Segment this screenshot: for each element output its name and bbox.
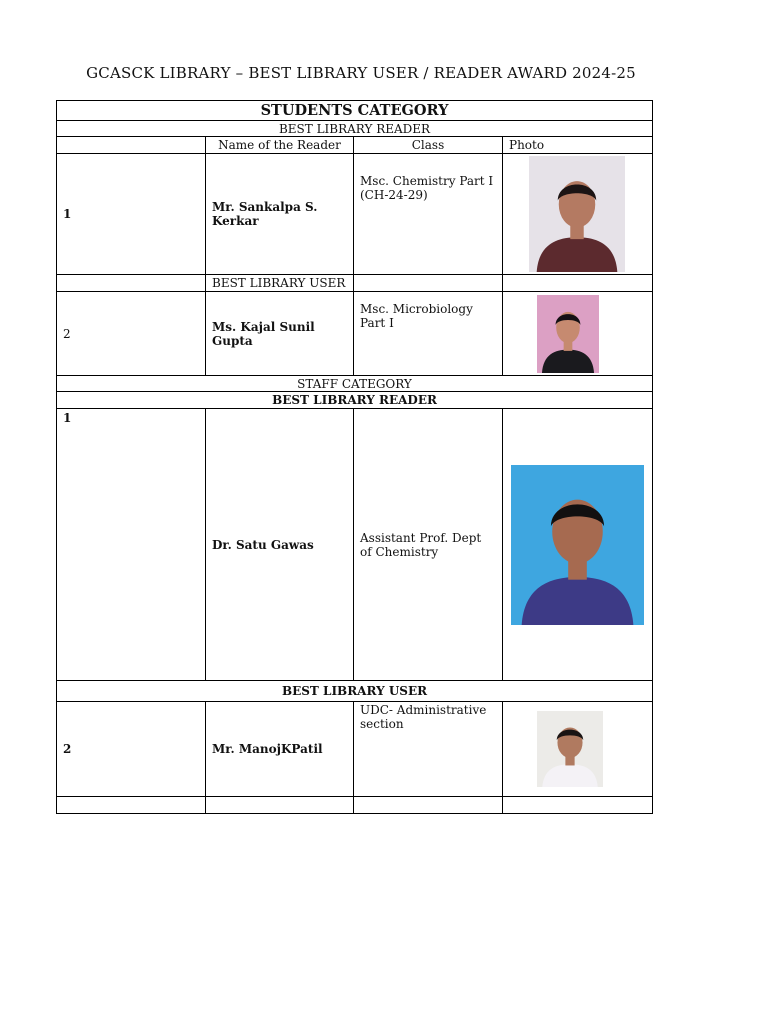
staff-reader-heading-row [57, 392, 653, 409]
award-table [56, 100, 653, 814]
student-reader-row [57, 154, 653, 275]
staff-category-heading: STAFF CATEGORY [57, 376, 653, 392]
person-photo-icon [529, 156, 625, 272]
empty-cell [354, 275, 503, 292]
student-reader-number: 1 [57, 154, 206, 275]
column-header-name: Name of the Reader [206, 137, 354, 154]
empty-cell [354, 797, 503, 814]
person-photo-icon [537, 711, 603, 787]
column-header-row [57, 137, 653, 154]
students-reader-heading-row [57, 121, 653, 137]
staff-reader-name: Dr. Satu Gawas [206, 409, 354, 681]
staff-user-name: Mr. ManojKPatil [206, 702, 354, 797]
student-reader-class: Msc. Chemistry Part I (CH-24-29) [354, 154, 503, 275]
staff-reader-class: Assistant Prof. Dept of Chemistry [354, 409, 503, 681]
student-reader-name: Mr. Sankalpa S. Kerkar [206, 154, 354, 275]
person-photo-icon [537, 295, 599, 373]
empty-cell [503, 797, 653, 814]
staff-category-row [57, 376, 653, 392]
staff-user-heading: BEST LIBRARY USER [57, 681, 653, 702]
empty-cell [503, 275, 653, 292]
staff-user-row [57, 702, 653, 797]
sankalpa-photo [529, 156, 625, 272]
staff-reader-photo-cell [503, 409, 653, 681]
empty-cell [57, 797, 206, 814]
student-user-photo-cell [503, 292, 653, 376]
students-user-heading-row [57, 275, 653, 292]
manoj-photo [537, 711, 603, 787]
students-category-row [57, 101, 653, 121]
student-user-number: 2 [57, 292, 206, 376]
column-header-no [57, 137, 206, 154]
page-title: GCASCK LIBRARY – BEST LIBRARY USER / READER AWARD 2024-25 [86, 64, 636, 82]
staff-user-heading-row [57, 681, 653, 702]
staff-reader-number: 1 [57, 409, 206, 681]
staff-reader-heading: BEST LIBRARY READER [57, 392, 653, 409]
students-category-heading: STUDENTS CATEGORY [57, 101, 653, 121]
staff-user-number: 2 [57, 702, 206, 797]
students-reader-heading: BEST LIBRARY READER [57, 121, 653, 137]
staff-reader-row [57, 409, 653, 681]
empty-cell [57, 275, 206, 292]
staff-user-class: UDC- Administrative section [354, 702, 503, 797]
kajal-photo [537, 295, 599, 373]
empty-cell [206, 797, 354, 814]
student-user-row [57, 292, 653, 376]
student-user-class: Msc. Microbiology Part I [354, 292, 503, 376]
column-header-class: Class [354, 137, 503, 154]
student-reader-photo-cell [503, 154, 653, 275]
staff-user-photo-cell [503, 702, 653, 797]
column-header-photo: Photo [503, 137, 653, 154]
satu-photo [511, 465, 644, 625]
students-user-heading: BEST LIBRARY USER [206, 275, 354, 292]
empty-row [57, 797, 653, 814]
person-photo-icon [511, 465, 644, 625]
student-user-name: Ms. Kajal Sunil Gupta [206, 292, 354, 376]
